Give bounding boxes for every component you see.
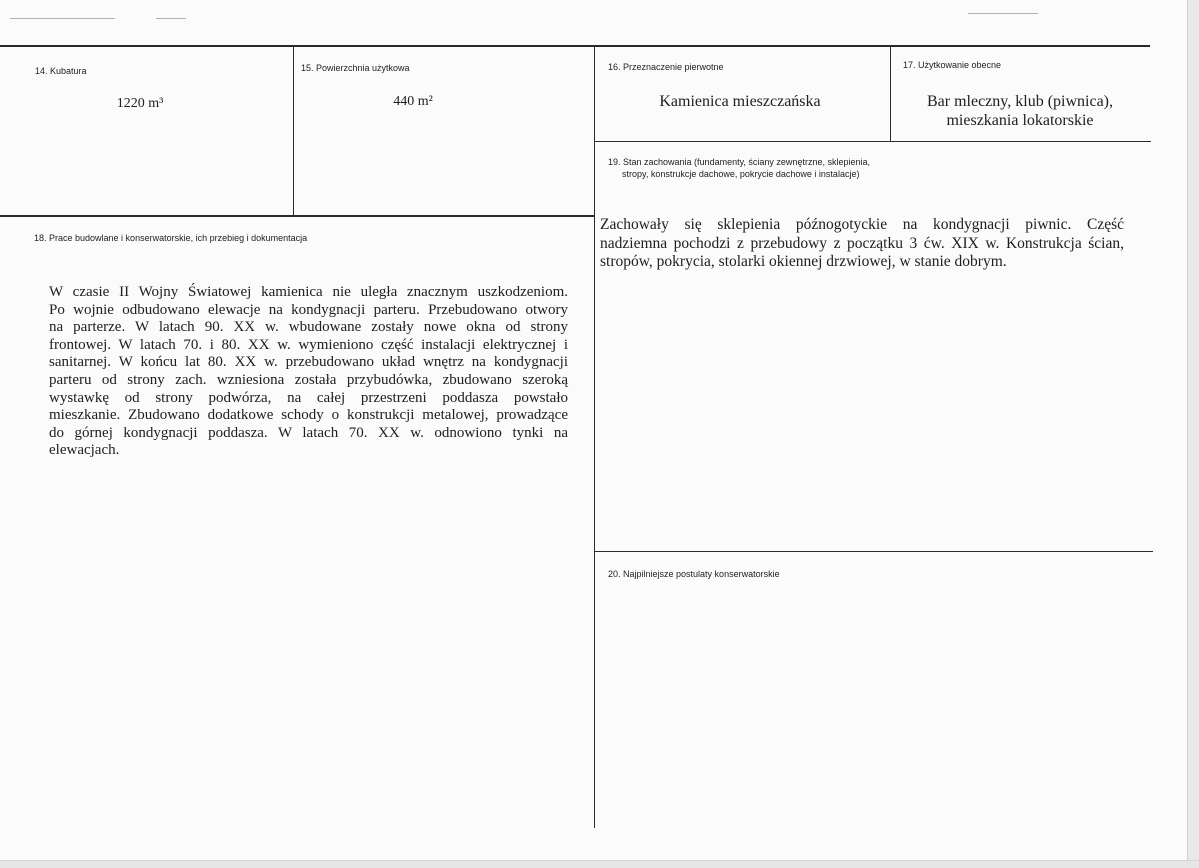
przeznaczenie-value: Kamienica mieszczańska [659, 93, 821, 110]
przeznaczenie-label: 16. Przeznaczenie pierwotne [608, 62, 724, 72]
powierzchnia-value: 440 m² [393, 94, 433, 109]
stan-text [600, 216, 1124, 272]
prace-text [49, 284, 568, 460]
stan-label: 19. Stan zachowania (fundamenty, ściany zewnętrzne, sklepienia, [608, 157, 870, 167]
powierzchnia-label: 15. Powierzchnia użytkowa [301, 63, 410, 73]
rule-above-18 [0, 215, 595, 217]
stan-text-line: stropów, pokrycia, stolarki okiennej drzwiowej, w stanie dobrym. [600, 253, 1007, 270]
top-rule [0, 45, 1150, 47]
center-divider [594, 46, 595, 828]
uzytkowanie-line: Bar mleczny, klub (piwnica), [926, 93, 1113, 110]
prace-text-line: Po wojnie odbudowano elewacje na kondygnacji parteru. Przebudowano otwory [49, 301, 568, 318]
scan-artifact [968, 13, 1038, 14]
prace-text-line: na parterze. W latach 90. XX w. wbudowane zostały nowe okna od strony [49, 319, 568, 336]
stan-label-cont: stropy, konstrukcje dachowe, pokrycie dachowe i instalacje) [622, 169, 860, 179]
prace-text-line: frontowej. W latach 70. i 80. XX w. wymieniono część instalacji elektrycznej i [49, 336, 568, 353]
rule-below-16-17 [595, 141, 1151, 142]
prace-text-line: sanitarnej. W końcu lat 80. XX w. przebudowano układ wnętrz na kondygnacji [49, 354, 568, 371]
postulaty-label: 20. Najpilniejsze postulaty konserwatorskie [608, 569, 780, 579]
prace-text-line: wystawkę od strony podwórza, na całej przestrzeni poddasza powstało [49, 389, 568, 406]
stan-text-line: Zachowały się sklepienia późnogotyckie na kondygnacji piwnic. Część [600, 216, 1124, 233]
scan-edge-right [1187, 0, 1199, 867]
uzytkowanie-label: 17. Użytkowanie obecne [903, 60, 1002, 70]
uzytkowanie-value [895, 92, 1145, 130]
kubatura-label: 14. Kubatura [35, 66, 87, 76]
rule-above-20 [595, 551, 1153, 552]
stan-text-line: nadziemna pochodzi z przebudowy z początku 3 ćw. XIX w. Konstrukcja ścian, [600, 234, 1124, 252]
uzytkowanie-line: mieszkania lokatorskie [946, 112, 1094, 129]
prace-text-line: parteru od strony zach. wzniesiona została przybudówka, zbudowano szeroką [49, 371, 568, 388]
scan-artifact [156, 18, 186, 19]
prace-label: 18. Prace budowlane i konserwatorskie, ich przebieg i dokumentacja [34, 233, 308, 243]
kubatura-value: 1220 m³ [116, 96, 164, 111]
divider-16-17 [890, 46, 891, 142]
prace-text-line: elewacjach. [49, 442, 120, 459]
scan-artifact [10, 18, 115, 19]
prace-text-line: W czasie II Wojny Światowej kamienica nie uległa znacznym uszkodzeniom. [49, 284, 568, 300]
prace-text-line: do górnej kondygnacji poddasza. W latach 70. XX w. odnowiono tynki na [49, 424, 568, 441]
divider-14-15 [293, 46, 294, 217]
prace-text-line: mieszkanie. Zbudowano dodatkowe schody o konstrukcji metalowej, prowadzące [49, 407, 568, 424]
